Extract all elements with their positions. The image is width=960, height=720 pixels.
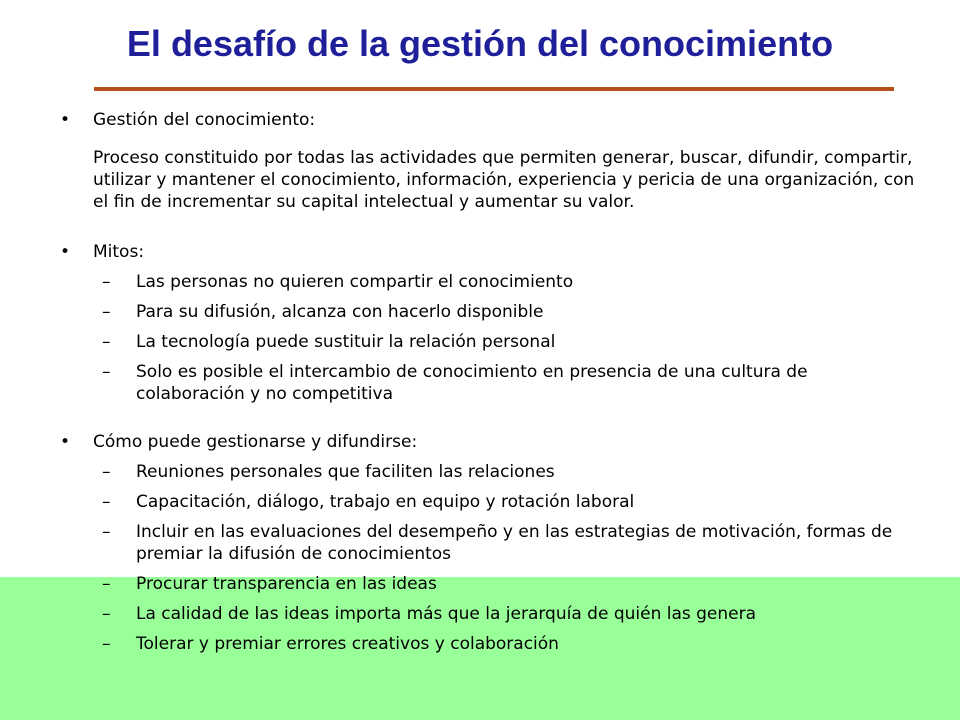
sub-item-text: Solo es posible el intercambio de conocimiento en presencia de una cultura de colaboración y no competitiva [136, 362, 808, 404]
bullet-marker: • [60, 432, 71, 452]
dash-marker: – [102, 604, 111, 624]
sub-item-text: La tecnología puede sustituir la relación personal [136, 332, 556, 352]
dash-marker: – [102, 462, 111, 482]
bullet-item [58, 241, 918, 263]
sub-item-text: Tolerar y premiar errores creativos y colaboración [136, 634, 559, 654]
dash-marker: – [102, 272, 111, 292]
sub-item-text: Capacitación, diálogo, trabajo en equipo y rotación laboral [136, 492, 635, 512]
dash-marker: – [102, 362, 111, 382]
slide-title: El desafío de la gestión del conocimiento [126, 23, 834, 64]
dash-marker: – [102, 302, 111, 322]
sub-item-text: Para su difusión, alcanza con hacerlo disponible [136, 302, 544, 322]
bullet-heading: Mitos: [93, 242, 145, 262]
slide-body [58, 109, 918, 655]
bullet-marker: • [60, 110, 71, 130]
sub-item [58, 271, 918, 293]
sub-item-text: Las personas no quieren compartir el conocimiento [136, 272, 574, 292]
sub-item [58, 521, 918, 565]
sub-item [58, 361, 918, 405]
sub-item-text: Procurar transparencia en las ideas [136, 574, 437, 594]
dash-marker: – [102, 492, 111, 512]
title-underline [94, 87, 894, 91]
sub-item [58, 491, 918, 513]
sub-item-text: Reuniones personales que faciliten las relaciones [136, 462, 555, 482]
bullet-item [58, 431, 918, 453]
bullet-heading: Gestión del conocimiento: [93, 110, 316, 130]
dash-marker: – [102, 332, 111, 352]
dash-marker: – [102, 634, 111, 654]
dash-marker: – [102, 522, 111, 542]
definition-paragraph: Proceso constituido por todas las actividades que permiten generar, buscar, difundir, compartir, utilizar y mantener el conocimiento, información, experiencia y pericia de una organización, con el fin de incrementar su capital intelectual y aumentar su valor. [93, 148, 915, 212]
sub-item [58, 573, 918, 595]
sub-item [58, 331, 918, 353]
sub-item-text: Incluir en las evaluaciones del desempeño y en las estrategias de motivación, formas de premiar la difusión de conocimientos [136, 522, 893, 564]
bullet-marker: • [60, 242, 71, 262]
sub-item [58, 633, 918, 655]
bullet-item [58, 109, 918, 131]
sub-item [58, 603, 918, 625]
sub-item [58, 301, 918, 323]
sub-item-text: La calidad de las ideas importa más que la jerarquía de quién las genera [136, 604, 757, 624]
sub-item [58, 461, 918, 483]
dash-marker: – [102, 574, 111, 594]
bullet-heading: Cómo puede gestionarse y difundirse: [93, 432, 418, 452]
